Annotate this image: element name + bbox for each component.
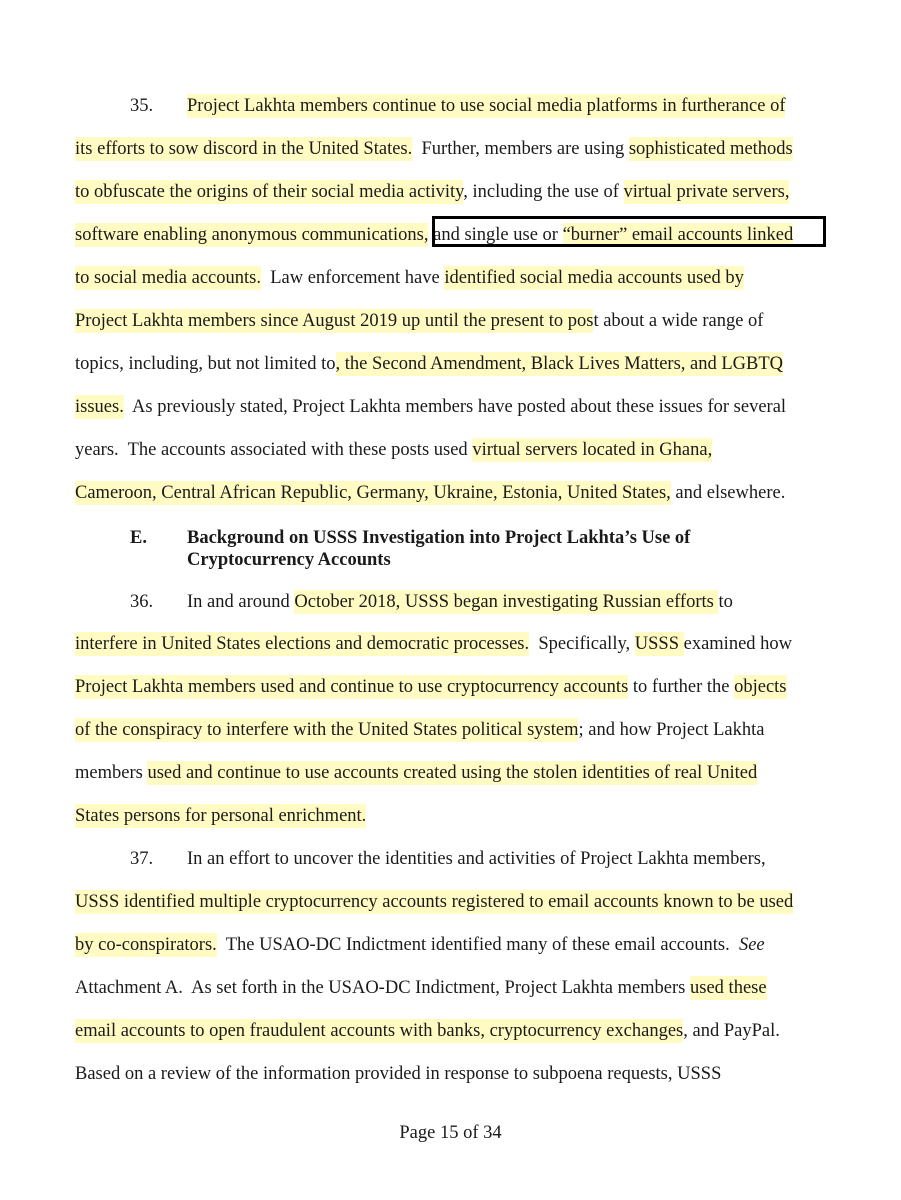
highlighted-text: email accounts to open fraudulent accounts with banks, cryptocurrency exchanges — [75, 1021, 684, 1041]
highlighted-text: identified social media accounts used by — [444, 268, 744, 288]
highlighted-text: Project Lakhta members since August 2019 up until the present to pos — [75, 311, 594, 331]
p36-line-4 — [75, 719, 764, 741]
section-heading-line-1: Background on USSS Investigation into Project Lakhta’s Use of — [187, 528, 691, 548]
section-letter: E. — [130, 528, 147, 548]
text-segment: examined how — [683, 634, 793, 654]
text-segment: topics, including, but not limited to — [75, 354, 336, 374]
p37-line-3 — [75, 934, 765, 956]
text-segment: As previously stated, Project Lakhta members have posted about these issues for several — [123, 397, 787, 417]
highlighted-text: objects — [734, 677, 787, 697]
highlighted-text: USSS — [634, 634, 684, 654]
p35-line-9 — [75, 439, 712, 461]
text-segment: ; and how Project Lakhta — [578, 720, 765, 740]
text-segment: In and around — [187, 592, 295, 612]
p37-line-5 — [75, 1020, 780, 1042]
p37-line-4 — [75, 977, 767, 999]
text-segment: The USAO-DC Indictment identified many of these email accounts. — [216, 935, 739, 955]
text-segment: Attachment A. As set forth in the USAO-DC Indictment, Project Lakhta members — [75, 978, 691, 998]
text-segment: and elsewhere. — [670, 483, 786, 503]
text-segment: , including the use of — [463, 182, 624, 202]
highlighted-text: to social media accounts. — [75, 268, 261, 288]
text-segment: See — [738, 935, 765, 955]
annotation-box — [432, 216, 826, 247]
p36-line-1 — [187, 591, 733, 613]
text-segment: Specifically, — [529, 634, 635, 654]
paragraph-number-36: 36. — [130, 592, 154, 612]
highlighted-text: to obfuscate the origins of their social media activity — [75, 182, 464, 202]
highlighted-text: its efforts to sow discord in the United States. — [75, 139, 413, 159]
p36-line-3 — [75, 676, 787, 698]
p35-line-6 — [75, 310, 763, 332]
highlighted-text: by co-conspirators. — [75, 935, 217, 955]
text-segment: members — [75, 763, 148, 783]
highlighted-text: USSS identified multiple cryptocurrency accounts registered to email accounts known to be used — [75, 892, 794, 912]
p37-line-1 — [187, 848, 766, 870]
highlighted-text: Cameroon, Central African Republic, Germany, Ukraine, Estonia, United States, — [75, 483, 671, 503]
text-segment: years. The accounts associated with these posts used — [75, 440, 473, 460]
p37-line-6 — [75, 1063, 721, 1085]
highlighted-text: interfere in United States elections and democratic processes. — [75, 634, 530, 654]
highlighted-text: Project Lakhta members continue to use social media platforms in furtherance of — [187, 96, 786, 116]
paragraph-number-35: 35. — [130, 96, 154, 116]
text-segment: In an effort to uncover the identities and activities of Project Lakhta members, — [187, 849, 766, 869]
highlighted-text: , the Second Amendment, Black Lives Matters, and LGBTQ — [335, 354, 784, 374]
p35-line-7 — [75, 353, 783, 375]
text-segment: and single use or — [428, 225, 563, 245]
text-segment: to further the — [628, 677, 735, 697]
p36-line-5 — [75, 762, 757, 784]
text-segment: t about a wide range of — [593, 311, 764, 331]
highlighted-text: virtual servers located in Ghana, — [472, 440, 713, 460]
p35-line-10 — [75, 482, 785, 504]
text-segment: Law enforcement have — [260, 268, 445, 288]
highlighted-text: October 2018, USSS began investigating Russian efforts — [294, 592, 719, 612]
highlighted-text: virtual private servers, — [623, 182, 790, 202]
highlighted-text: sophisticated methods — [628, 139, 793, 159]
p35-line-8 — [75, 396, 786, 418]
p35-line-3 — [75, 181, 789, 203]
p36-line-6 — [75, 805, 366, 827]
p36-line-2 — [75, 633, 792, 655]
text-segment: Further, members are using — [412, 139, 629, 159]
highlighted-text: of the conspiracy to interfere with the United States political system — [75, 720, 579, 740]
p35-line-5 — [75, 267, 744, 289]
p35-line-2 — [75, 138, 793, 160]
page-number: Page 15 of 34 — [399, 1123, 502, 1143]
p35-line-1 — [187, 95, 785, 117]
highlighted-text: used and continue to use accounts created using the stolen identities of real United — [147, 763, 758, 783]
section-heading-line-2: Cryptocurrency Accounts — [187, 550, 391, 570]
highlighted-text: States persons for personal enrichment. — [75, 806, 367, 826]
highlighted-text: issues. — [75, 397, 124, 417]
paragraph-number-37: 37. — [130, 849, 154, 869]
highlighted-text: software enabling anonymous communications, — [75, 225, 429, 245]
text-segment: , and PayPal. — [683, 1021, 780, 1041]
highlighted-text: Project Lakhta members used and continue to use cryptocurrency accounts — [75, 677, 629, 697]
highlighted-text: “burner” email accounts linked — [562, 225, 794, 245]
highlighted-text: used these — [690, 978, 767, 998]
text-segment: Based on a review of the information provided in response to subpoena requests, USSS — [75, 1064, 722, 1084]
text-segment: to — [718, 592, 733, 612]
p37-line-2 — [75, 891, 793, 913]
